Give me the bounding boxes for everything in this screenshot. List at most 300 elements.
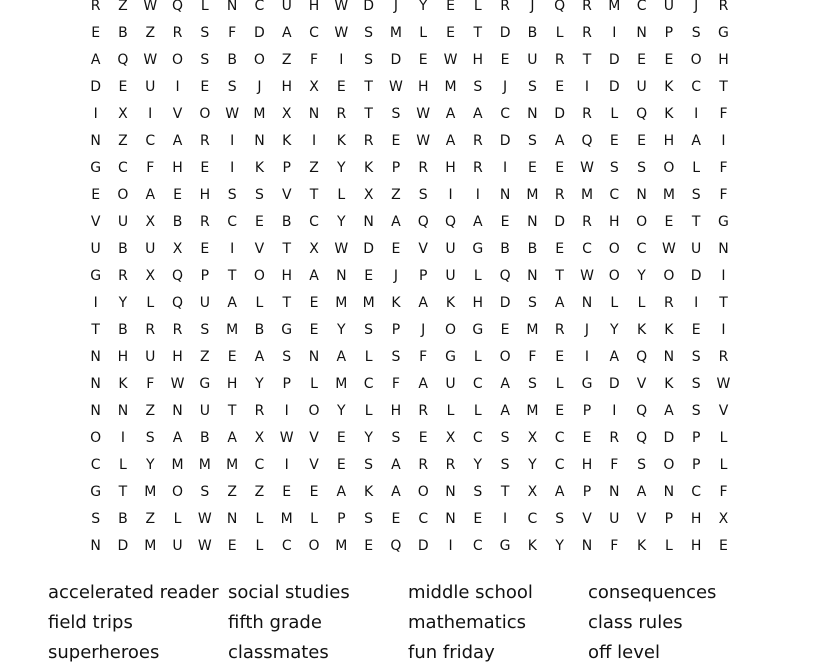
grid-letter: I	[148, 106, 153, 122]
grid-row	[82, 317, 742, 344]
grid-letter: K	[636, 538, 647, 554]
grid-letter: H	[718, 52, 729, 68]
grid-letter: A	[500, 376, 510, 392]
grid-letter: S	[555, 511, 565, 527]
grid-letter: Q	[636, 403, 648, 419]
grid-letter: V	[718, 403, 729, 419]
grid-letter: X	[363, 187, 374, 203]
grid-letter: M	[144, 484, 157, 500]
grid-letter: M	[226, 457, 239, 473]
grid-letter: R	[418, 160, 429, 176]
grid-letter: E	[418, 430, 428, 446]
grid-letter: J	[421, 322, 426, 338]
grid-letter: O	[444, 322, 457, 338]
grid-letter: G	[90, 268, 102, 284]
grid-letter: F	[309, 52, 319, 68]
grid-letter: W	[170, 376, 185, 392]
grid-letter: O	[690, 52, 702, 68]
grid-letter: O	[663, 268, 675, 284]
grid-letter: K	[364, 160, 374, 176]
grid-letter: N	[90, 349, 101, 365]
grid-row	[82, 47, 742, 74]
grid-letter: T	[118, 484, 128, 500]
grid-letter: D	[499, 295, 511, 311]
grid-letter: R	[145, 322, 156, 338]
grid-letter: R	[363, 133, 374, 149]
grid-letter: Y	[418, 0, 428, 14]
grid-letter: O	[663, 160, 675, 176]
grid-letter: H	[690, 538, 702, 554]
grid-letter: A	[227, 430, 237, 446]
grid-letter: G	[718, 25, 729, 41]
grid-letter: K	[664, 376, 674, 392]
grid-letter: W	[580, 160, 594, 176]
grid-letter: V	[418, 241, 428, 257]
grid-letter: H	[281, 79, 292, 95]
grid-letter: N	[527, 214, 538, 230]
word-bank	[48, 580, 808, 670]
grid-letter: D	[554, 214, 566, 230]
grid-letter: X	[527, 484, 538, 500]
grid-letter: D	[499, 133, 511, 149]
grid-letter: M	[253, 106, 266, 122]
grid-row	[82, 344, 742, 371]
grid-letter: U	[636, 79, 647, 95]
grid-letter: N	[581, 295, 593, 311]
grid-letter: A	[391, 484, 401, 500]
grid-letter: C	[118, 160, 128, 176]
grid-letter: E	[446, 25, 455, 41]
grid-letter: R	[445, 457, 456, 473]
grid-letter: F	[719, 160, 728, 176]
grid-letter: I	[230, 133, 235, 149]
grid-letter: X	[145, 214, 156, 230]
grid-letter: K	[664, 106, 674, 122]
grid-letter: G	[199, 376, 211, 392]
grid-letter: T	[364, 79, 373, 95]
grid-letter: T	[473, 25, 483, 41]
grid-letter: S	[527, 295, 537, 311]
grid-row	[82, 236, 742, 263]
grid-letter: C	[636, 0, 647, 14]
grid-letter: D	[363, 241, 374, 257]
grid-letter: L	[555, 376, 564, 392]
grid-letter: H	[609, 214, 620, 230]
grid-letter: P	[391, 322, 401, 338]
grid-letter: F	[419, 349, 428, 365]
grid-letter: I	[721, 268, 726, 284]
grid-letter: I	[448, 187, 453, 203]
grid-letter: A	[336, 484, 347, 500]
grid-letter: R	[582, 0, 592, 14]
grid-letter: N	[90, 376, 101, 392]
grid-letter: L	[692, 160, 701, 176]
grid-letter: I	[339, 52, 344, 68]
grid-letter: Z	[145, 511, 156, 527]
grid-letter: L	[146, 295, 155, 311]
grid-letter: A	[281, 25, 292, 41]
grid-letter: D	[254, 25, 265, 41]
grid-letter: N	[308, 349, 320, 365]
grid-letter: O	[608, 241, 620, 257]
grid-letter: K	[254, 160, 265, 176]
grid-letter: C	[527, 511, 538, 527]
grid-letter: D	[554, 106, 566, 122]
grid-letter: I	[721, 133, 726, 149]
grid-letter: O	[608, 268, 620, 284]
grid-letter: S	[473, 484, 483, 500]
grid-letter: E	[446, 0, 455, 14]
grid-letter: O	[253, 268, 265, 284]
grid-letter: V	[636, 511, 647, 527]
grid-letter: O	[253, 52, 265, 68]
grid-letter: V	[309, 430, 319, 446]
grid-letter: H	[445, 160, 456, 176]
grid-letter: M	[526, 187, 539, 203]
grid-letter: W	[143, 0, 158, 14]
grid-letter: I	[612, 25, 617, 41]
grid-letter: C	[582, 241, 592, 257]
grid-letter: C	[609, 187, 620, 203]
grid-letter: R	[472, 133, 483, 149]
grid-letter: N	[527, 268, 538, 284]
grid-letter: D	[608, 376, 620, 392]
word-bank-item: fun friday	[408, 642, 495, 663]
grid-letter: Y	[637, 268, 646, 284]
grid-letter: E	[664, 52, 674, 68]
grid-letter: A	[391, 214, 401, 230]
grid-letter: U	[445, 268, 456, 284]
word-bank-item: social studies	[228, 582, 350, 603]
grid-letter: I	[503, 160, 508, 176]
grid-letter: E	[637, 133, 647, 149]
grid-letter: R	[199, 214, 210, 230]
grid-letter: V	[281, 187, 292, 203]
grid-letter: C	[636, 241, 647, 257]
grid-letter: H	[472, 295, 484, 311]
grid-letter: R	[172, 322, 183, 338]
grid-letter: F	[719, 106, 728, 122]
grid-letter: S	[364, 52, 374, 68]
grid-letter: N	[663, 349, 675, 365]
grid-letter: U	[281, 0, 292, 14]
grid-letter: R	[418, 457, 429, 473]
grid-letter: B	[118, 511, 128, 527]
grid-letter: K	[364, 484, 374, 500]
grid-letter: A	[554, 133, 565, 149]
grid-letter: L	[337, 187, 346, 203]
grid-letter: P	[582, 484, 592, 500]
grid-letter: A	[418, 295, 428, 311]
grid-letter: X	[718, 511, 729, 527]
grid-letter: M	[226, 322, 239, 338]
grid-letter: R	[718, 0, 729, 14]
grid-letter: N	[336, 268, 347, 284]
grid-letter: C	[309, 25, 319, 41]
word-bank-item: superheroes	[48, 642, 160, 663]
grid-letter: R	[472, 160, 483, 176]
grid-letter: W	[279, 430, 294, 446]
grid-letter: D	[608, 52, 620, 68]
grid-letter: E	[555, 79, 565, 95]
grid-letter: S	[254, 187, 264, 203]
grid-row	[82, 290, 742, 317]
grid-letter: N	[363, 214, 374, 230]
grid-letter: E	[719, 538, 728, 554]
grid-letter: J	[694, 0, 699, 14]
grid-letter: A	[554, 484, 565, 500]
grid-letter: N	[445, 511, 456, 527]
grid-letter: R	[336, 106, 347, 122]
grid-letter: M	[171, 457, 184, 473]
grid-letter: E	[418, 52, 428, 68]
grid-letter: Q	[117, 52, 129, 68]
grid-letter: W	[143, 52, 158, 68]
grid-letter: F	[528, 349, 537, 365]
grid-letter: G	[472, 241, 484, 257]
grid-row	[82, 74, 742, 101]
grid-letter: F	[719, 484, 728, 500]
grid-letter: T	[500, 484, 510, 500]
grid-letter: X	[309, 241, 319, 257]
grid-letter: T	[719, 295, 728, 311]
grid-letter: R	[118, 268, 128, 284]
grid-letter: M	[526, 403, 539, 419]
grid-letter: Q	[499, 268, 511, 284]
grid-letter: E	[364, 538, 374, 554]
grid-letter: Y	[528, 457, 537, 473]
grid-letter: E	[500, 52, 510, 68]
grid-letter: S	[500, 430, 510, 446]
grid-letter: J	[257, 79, 262, 95]
grid-letter: J	[503, 79, 508, 95]
grid-letter: L	[610, 295, 619, 311]
grid-letter: G	[90, 160, 102, 176]
grid-letter: M	[608, 0, 621, 14]
grid-letter: E	[500, 214, 510, 230]
grid-letter: O	[308, 403, 320, 419]
grid-letter: Y	[337, 322, 346, 338]
grid-letter: S	[227, 187, 237, 203]
grid-letter: S	[364, 322, 374, 338]
grid-letter: C	[554, 430, 565, 446]
word-bank-item: field trips	[48, 612, 133, 633]
grid-letter: R	[554, 52, 565, 68]
grid-letter: R	[90, 0, 101, 14]
grid-letter: L	[364, 349, 373, 365]
grid-letter: E	[91, 187, 101, 203]
grid-letter: K	[391, 295, 401, 311]
grid-letter: B	[254, 322, 265, 338]
grid-letter: N	[663, 484, 675, 500]
grid-letter: E	[91, 25, 101, 41]
grid-letter: Z	[391, 187, 401, 203]
grid-letter: W	[388, 79, 403, 95]
grid-letter: E	[500, 322, 510, 338]
grid-letter: R	[254, 403, 265, 419]
grid-letter: E	[527, 160, 537, 176]
grid-letter: N	[308, 106, 320, 122]
grid-row	[82, 20, 742, 47]
grid-letter: K	[282, 133, 292, 149]
grid-letter: L	[255, 538, 264, 554]
grid-letter: T	[282, 295, 291, 311]
grid-letter: E	[364, 268, 374, 284]
grid-letter: M	[580, 187, 594, 203]
grid-letter: I	[694, 295, 699, 311]
grid-letter: E	[200, 79, 210, 95]
grid-letter: U	[199, 295, 210, 311]
grid-letter: H	[117, 349, 129, 365]
grid-letter: Q	[554, 0, 566, 14]
grid-letter: Q	[417, 214, 429, 230]
grid-letter: W	[580, 268, 594, 284]
grid-letter: J	[393, 0, 398, 14]
grid-letter: X	[309, 79, 319, 95]
grid-letter: P	[582, 403, 592, 419]
grid-letter: S	[637, 457, 647, 473]
grid-letter: L	[310, 511, 318, 527]
grid-letter: S	[282, 349, 292, 365]
grid-letter: A	[636, 484, 647, 500]
grid-letter: B	[500, 241, 510, 257]
grid-letter: X	[281, 106, 292, 122]
grid-letter: R	[554, 187, 565, 203]
grid-letter: D	[690, 268, 702, 284]
grid-letter: K	[636, 322, 647, 338]
grid-letter: S	[473, 79, 483, 95]
grid-letter: S	[227, 79, 237, 95]
grid-letter: J	[584, 322, 590, 338]
grid-letter: D	[608, 79, 620, 95]
grid-letter: L	[255, 295, 264, 311]
grid-letter: I	[93, 295, 98, 311]
grid-letter: E	[200, 241, 210, 257]
grid-letter: D	[663, 430, 675, 446]
grid-letter: M	[335, 295, 348, 311]
grid-letter: Q	[172, 0, 184, 14]
grid-letter: B	[227, 52, 237, 68]
grid-letter: V	[172, 106, 183, 122]
grid-row	[82, 155, 742, 182]
grid-letter: Q	[636, 430, 648, 446]
grid-letter: L	[473, 0, 482, 14]
grid-letter: A	[254, 349, 265, 365]
grid-letter: Z	[281, 52, 292, 68]
grid-letter: V	[582, 511, 592, 527]
grid-letter: S	[391, 106, 401, 122]
grid-letter: U	[172, 538, 183, 554]
grid-letter: H	[172, 349, 183, 365]
grid-letter: E	[118, 79, 128, 95]
grid-letter: W	[334, 241, 349, 257]
grid-letter: S	[364, 511, 374, 527]
grid-letter: H	[663, 133, 675, 149]
grid-letter: X	[254, 430, 265, 446]
grid-letter: E	[391, 133, 401, 149]
grid-letter: E	[200, 160, 210, 176]
grid-letter: O	[308, 538, 320, 554]
grid-letter: E	[309, 484, 319, 500]
grid-letter: A	[691, 133, 701, 149]
grid-letter: Z	[118, 0, 128, 14]
grid-letter: E	[555, 349, 565, 365]
grid-letter: S	[500, 457, 510, 473]
grid-row	[82, 506, 742, 533]
grid-letter: Z	[254, 484, 265, 500]
grid-letter: M	[144, 538, 157, 554]
grid-letter: C	[281, 538, 292, 554]
grid-letter: S	[200, 52, 210, 68]
grid-letter: C	[691, 79, 702, 95]
grid-letter: W	[334, 25, 349, 41]
grid-letter: N	[90, 133, 101, 149]
grid-letter: H	[472, 52, 484, 68]
grid-letter: B	[527, 25, 538, 41]
grid-letter: E	[227, 349, 237, 365]
grid-letter: L	[719, 457, 728, 473]
grid-letter: T	[719, 79, 728, 95]
grid-letter: B	[200, 430, 210, 446]
grid-letter: M	[389, 25, 402, 41]
grid-letter: I	[475, 187, 480, 203]
grid-letter: G	[281, 322, 293, 338]
grid-letter: U	[609, 511, 620, 527]
grid-letter: A	[445, 133, 456, 149]
grid-letter: Q	[581, 133, 593, 149]
word-bank-item: accelerated reader	[48, 582, 219, 603]
grid-letter: Z	[309, 160, 319, 176]
grid-row	[82, 101, 742, 128]
grid-letter: U	[527, 52, 538, 68]
grid-letter: Z	[227, 484, 237, 500]
grid-letter: S	[418, 187, 428, 203]
grid-letter: F	[610, 457, 619, 473]
grid-letter: X	[445, 430, 456, 446]
grid-letter: F	[146, 160, 155, 176]
grid-letter: N	[609, 484, 620, 500]
grid-row	[82, 263, 742, 290]
grid-letter: L	[473, 268, 482, 284]
grid-letter: O	[117, 187, 129, 203]
grid-letter: P	[691, 430, 701, 446]
grid-letter: A	[445, 106, 456, 122]
grid-letter: C	[418, 511, 429, 527]
grid-letter: T	[691, 214, 701, 230]
grid-letter: C	[227, 214, 238, 230]
grid-letter: I	[175, 79, 180, 95]
grid-letter: M	[444, 79, 457, 95]
grid-letter: C	[554, 457, 565, 473]
grid-letter: P	[691, 457, 701, 473]
grid-letter: P	[664, 25, 674, 41]
grid-letter: Y	[555, 538, 564, 554]
word-bank-item: off level	[588, 642, 660, 663]
grid-letter: A	[418, 376, 428, 392]
grid-letter: P	[282, 160, 291, 176]
grid-letter: S	[527, 133, 537, 149]
grid-letter: C	[309, 214, 319, 230]
grid-letter: U	[445, 376, 456, 392]
grid-letter: H	[172, 160, 183, 176]
grid-letter: W	[197, 538, 212, 554]
grid-letter: I	[284, 403, 289, 419]
grid-letter: R	[664, 295, 674, 311]
grid-letter: T	[282, 241, 291, 257]
grid-letter: O	[199, 106, 211, 122]
grid-letter: C	[500, 106, 510, 122]
grid-letter: W	[443, 52, 458, 68]
